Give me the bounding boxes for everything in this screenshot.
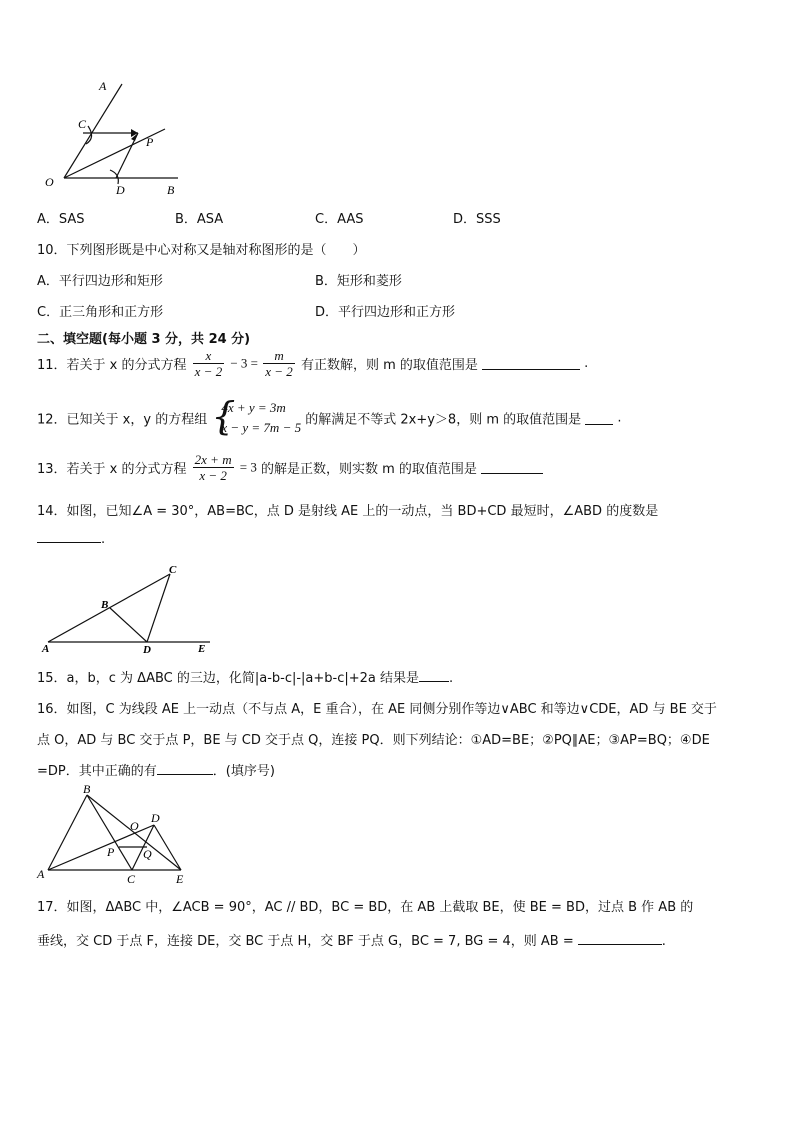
q9-option-b: B．ASA bbox=[175, 212, 224, 227]
equilateral-triangles-figure bbox=[36, 782, 196, 886]
q9-option-c: C．AAS bbox=[315, 212, 364, 227]
fig14-label-c: C bbox=[169, 564, 177, 576]
fig16-label-b: B bbox=[83, 782, 91, 796]
q12-pre: 12．已知关于 x，y 的方程组 bbox=[37, 412, 208, 428]
section-heading: 二、填空题(每小题 3 分，共 24 分) bbox=[37, 332, 251, 347]
q10-option-b: B．矩形和菱形 bbox=[315, 274, 402, 289]
q15: 15．a，b，c 为 ΔABC 的三边，化简|a-b-c|-|a+b-c|+2a 结果是 . bbox=[37, 671, 454, 686]
fig14-label-a: A bbox=[42, 643, 50, 654]
q9-option-d: D．SSS bbox=[453, 212, 501, 227]
q10-option-a: A．平行四边形和矩形 bbox=[37, 274, 163, 289]
q16-answer-blank[interactable] bbox=[157, 762, 213, 775]
fig9-label-d: D bbox=[116, 183, 125, 197]
fig16-label-e: E bbox=[176, 872, 184, 886]
q12-answer-blank[interactable] bbox=[585, 412, 613, 425]
q12 bbox=[37, 394, 622, 438]
q17-line1: 17．如图，ΔABC 中，∠ACB = 90°，AC // BD，BC = BD，在 AB 上截取 BE，使 BE = BD，过点 B 作 AB 的 bbox=[37, 900, 694, 915]
fig16-label-q: Q bbox=[143, 847, 152, 861]
q13-post: 的解是正数，则实数 m 的取值范围是 bbox=[260, 462, 477, 477]
q14-line2: . bbox=[37, 530, 105, 547]
fig9-label-a: A bbox=[99, 79, 107, 93]
q11-pre: 11．若关于 x 的分式方程 bbox=[37, 358, 187, 373]
q16-line1: 16．如图，C 为线段 AE 上一动点（不与点 A，E 重合），在 AE 同侧分别作等边∨ABC 和等边∨CDE，AD 与 BE 交于 bbox=[37, 702, 717, 717]
q17-answer-blank[interactable] bbox=[578, 932, 662, 945]
triangle-figure-q14 bbox=[40, 562, 220, 654]
q14-line1: 14．如图，已知∠A = 30°，AB=BC，点 D 是射线 AE 上的一动点，当 BD+CD 最短时，∠ABD 的度数是 bbox=[37, 504, 659, 519]
q13 bbox=[37, 452, 543, 483]
q12-end: . bbox=[617, 410, 622, 426]
q10-option-c: C．正三角形和正方形 bbox=[37, 305, 164, 320]
q14-answer-blank[interactable] bbox=[37, 530, 101, 543]
brace-icon: { bbox=[211, 394, 236, 438]
q9-option-a: A．SAS bbox=[37, 212, 85, 227]
fig14-label-d: D bbox=[143, 644, 151, 654]
q11-answer-blank[interactable] bbox=[482, 357, 580, 370]
fig16-label-d: D bbox=[151, 811, 160, 825]
fig9-label-b: B bbox=[167, 183, 175, 197]
fig16-label-c: C bbox=[127, 872, 136, 886]
q15-answer-blank[interactable] bbox=[419, 669, 449, 682]
fig16-label-p: P bbox=[107, 845, 115, 859]
fig16-label-o: O bbox=[130, 819, 139, 833]
q16-line2: 点 O，AD 与 BC 交于点 P，BE 与 CD 交于点 Q，连接 PQ．则下列结论：①AD=BE；②PQ∥AE；③AP=BQ；④DE bbox=[37, 733, 710, 748]
fig16-label-a: A bbox=[37, 867, 45, 881]
fig9-label-c: C bbox=[78, 117, 87, 131]
fig14-label-b: B bbox=[101, 599, 109, 611]
q17-line2: 垂线，交 CD 于点 F，连接 DE，交 BC 于点 H，交 BF 于点 G，BC = 7, BG = 4，则 AB = . bbox=[37, 934, 666, 949]
q12-post: 的解满足不等式 2x+y＞8，则 m 的取值范围是 bbox=[305, 412, 582, 428]
angle-bisector-figure bbox=[40, 72, 200, 202]
q13-pre: 13．若关于 x 的分式方程 bbox=[37, 462, 187, 477]
q11-fraction-left: $\frac{x}{x - 2}$ bbox=[194, 348, 223, 379]
q11 bbox=[37, 348, 588, 379]
q12-equation-system: { 4x + y = 3m x − y = 7m − 5 bbox=[211, 394, 302, 438]
q11-minus-three: − 3 = bbox=[230, 355, 262, 371]
fig9-label-o: O bbox=[45, 175, 54, 189]
q10-stem: 10．下列图形既是中心对称又是轴对称图形的是（ ） bbox=[37, 243, 366, 258]
q16-line3: =DP．其中正确的有 ．(填序号) bbox=[37, 764, 275, 779]
q10-option-d: D．平行四边形和正方形 bbox=[315, 305, 456, 320]
fig14-label-e: E bbox=[198, 643, 206, 654]
q11-fraction-right: $\frac{m}{x - 2}$ bbox=[265, 348, 293, 379]
q13-answer-blank[interactable] bbox=[481, 461, 543, 474]
q13-equals-three: = 3 bbox=[239, 459, 257, 475]
fig9-label-p: P bbox=[146, 135, 154, 149]
q13-fraction: $\frac{2x + m}{x - 2}$ bbox=[194, 452, 232, 483]
q11-post: 有正数解，则 m 的取值范围是 bbox=[300, 358, 478, 373]
q11-end: . bbox=[584, 356, 589, 371]
